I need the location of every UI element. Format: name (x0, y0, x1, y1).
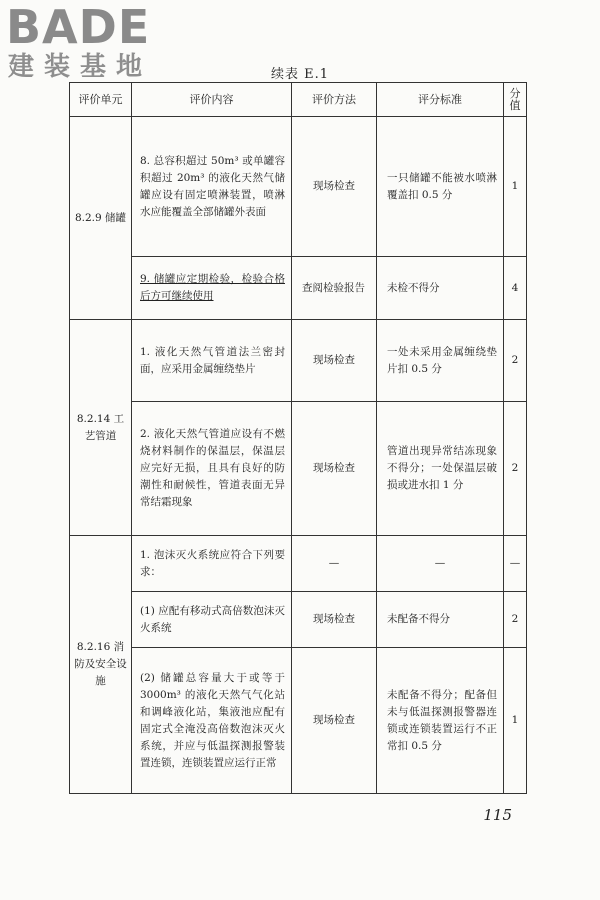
table-row (70, 320, 527, 402)
logo-main-text: BADE (6, 0, 151, 54)
content-cell: (1) 应配有移动式高倍数泡沫灭火系统 (132, 592, 292, 648)
table-row (70, 592, 527, 648)
score-cell: 2 (504, 592, 527, 648)
score-cell: — (504, 536, 527, 592)
unit-cell: 8.2.14 工艺管道 (70, 320, 132, 536)
method-cell: 现场检查 (292, 592, 377, 648)
table-row (70, 648, 527, 794)
table-caption: 续表 E.1 (270, 67, 330, 82)
method-cell: 现场检查 (292, 320, 377, 402)
standard-cell: 未配备不得分；配备但未与低温探测报警器连锁或连锁装置运行不正常扣 0.5 分 (377, 648, 504, 794)
method-cell: — (292, 536, 377, 592)
standard-cell: 一处未采用金属缠绕垫片扣 0.5 分 (377, 320, 504, 402)
method-cell: 现场检查 (292, 117, 377, 257)
header-unit: 评价单元 (70, 83, 132, 117)
method-cell: 现场检查 (292, 648, 377, 794)
header-score: 分值 (504, 83, 527, 117)
score-cell: 1 (504, 117, 527, 257)
content-cell: 1. 泡沫灭火系统应符合下列要求： (132, 536, 292, 592)
standard-cell: 管道出现异常结冻现象不得分；一处保温层破损或进水扣 1 分 (377, 402, 504, 536)
standard-cell: 未检不得分 (377, 257, 504, 320)
unit-cell: 8.2.9 储罐 (70, 117, 132, 320)
table-row (70, 536, 527, 592)
header-content: 评价内容 (132, 83, 292, 117)
score-cell: 2 (504, 320, 527, 402)
content-cell: (2) 储罐总容量大于或等于 3000m³ 的液化天然气气化站和调峰液化站，集液池应配有固定式全淹没高倍数泡沫灭火系统，并应与低温探测报警装置连锁，连锁装置应运行正常 (132, 648, 292, 794)
logo-sub-text: 建装基地 (8, 52, 153, 82)
content-cell: 8. 总容积超过 50m³ 或单罐容积超过 20m³ 的液化天然气储罐应设有固定喷淋装置，喷淋水应能覆盖全部储罐外表面 (132, 117, 292, 257)
table-row (70, 257, 527, 320)
header-method: 评价方法 (292, 83, 377, 117)
table-header-row (70, 83, 527, 117)
header-standard: 评分标准 (377, 83, 504, 117)
score-cell: 4 (504, 257, 527, 320)
page-number: 115 (483, 806, 512, 824)
table-row (70, 402, 527, 536)
content-cell: 1. 液化天然气管道法兰密封面，应采用金属缠绕垫片 (132, 320, 292, 402)
unit-cell: 8.2.16 消防及安全设施 (70, 536, 132, 794)
score-cell: 2 (504, 402, 527, 536)
standard-cell: — (377, 536, 504, 592)
standard-cell: 一只储罐不能被水喷淋覆盖扣 0.5 分 (377, 117, 504, 257)
table-row (70, 117, 527, 257)
standard-cell: 未配备不得分 (377, 592, 504, 648)
method-cell: 查阅检验报告 (292, 257, 377, 320)
content-cell: 2. 液化天然气管道应设有不燃烧材料制作的保温层，保温层应完好无损，且具有良好的防潮性和耐候性，管道表面无异常结霜现象 (132, 402, 292, 536)
method-cell: 现场检查 (292, 402, 377, 536)
evaluation-table (69, 82, 526, 793)
content-cell: 9. 储罐应定期检验，检验合格后方可继续使用 (132, 257, 292, 320)
score-cell: 1 (504, 648, 527, 794)
